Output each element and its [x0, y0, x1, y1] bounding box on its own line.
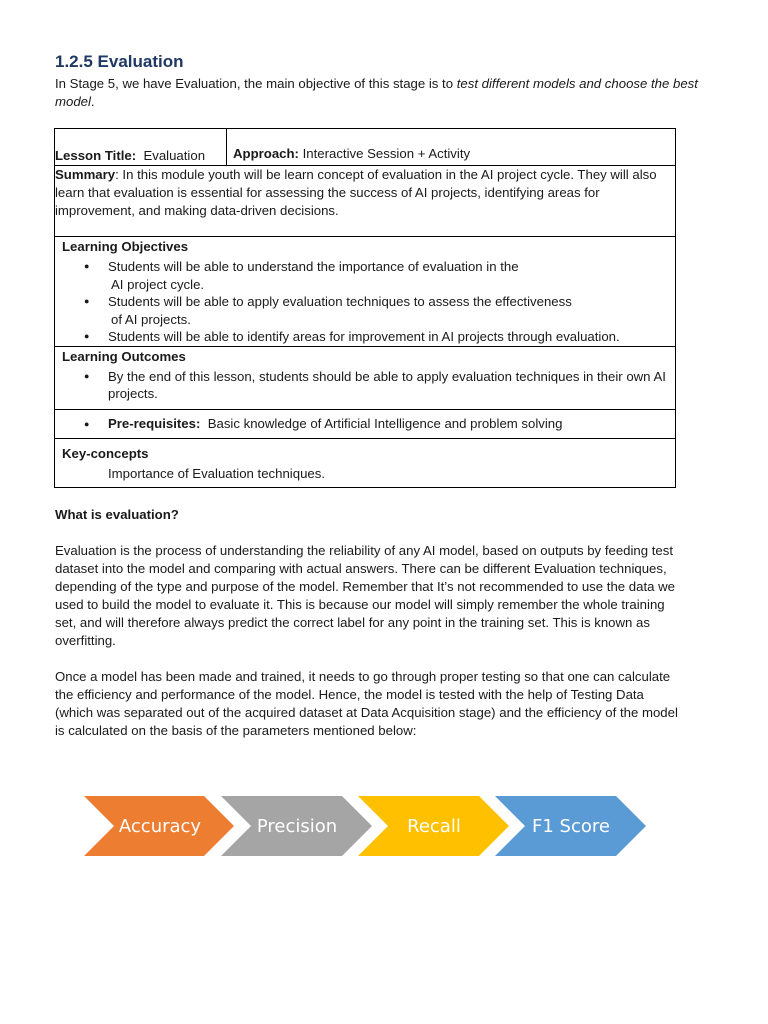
section-heading: 1.2.5 Evaluation	[55, 52, 184, 71]
what-is-evaluation-heading: What is evaluation?	[55, 507, 179, 522]
lesson-table	[54, 128, 676, 488]
objective-line2: of AI projects.	[111, 311, 191, 327]
approach-value: Interactive Session + Activity	[302, 146, 471, 161]
learning-outcomes-cell	[55, 346, 676, 409]
learning-objectives-cell	[55, 237, 676, 347]
objective-item	[62, 258, 669, 293]
intro-text-after: .	[90, 94, 95, 109]
prerequisites-cell	[55, 409, 676, 438]
learning-outcomes-list	[62, 368, 669, 403]
lesson-title-value: Evaluation	[143, 148, 206, 163]
lesson-title-cell	[55, 129, 227, 166]
objective-item	[62, 328, 669, 346]
summary-text: : In this module youth will be learn concept of evaluation in the AI project cycle. They will also learn that evaluation is essential for assessing the success of AI projects, identifying areas for improvement, and making data-driven decisions.	[55, 167, 657, 218]
key-concepts-cell	[55, 438, 676, 487]
evaluation-paragraph-1: Evaluation is the process of understanding the reliability of any AI model, based on outputs by feeding test dataset into the model and comparing with actual answers. There can be different Evaluation techniques, depending of the type and purpose of the model. Remember that It’s not recommended to use the data we used to build the model to evaluate it. This is because our model will simply remember the whole training set, and will therefore always predict the correct label for any point in the training set. This is known as overfitting.	[55, 543, 675, 648]
key-concepts-value: Importance of Evaluation techniques.	[108, 465, 325, 481]
evaluation-paragraph-2: Once a model has been made and trained, it needs to go through proper testing so that one can calculate the efficiency and performance of the model. Hence, the model is tested with the help of Testing Data (which was separated out of the acquired dataset at Data Acquisition stage) and the efficiency of the model is calculated on the basis of the parameters mentioned below:	[55, 669, 678, 738]
f1-score-label: F1 Score	[532, 816, 610, 837]
objective-line2: AI project cycle.	[111, 276, 205, 292]
lesson-title-label: Lesson Title:	[55, 148, 137, 163]
prerequisites-label: Pre-requisites:	[108, 415, 201, 431]
summary-cell	[55, 166, 676, 237]
learning-outcomes-title: Learning Outcomes	[62, 348, 186, 364]
learning-objectives-title: Learning Objectives	[62, 239, 189, 254]
approach-label: Approach:	[233, 146, 299, 161]
outcome-item: ● By the end of this lesson, students should be able to apply evaluation techniques in their own AI projects.	[62, 368, 669, 403]
recall-label: Recall	[407, 816, 461, 837]
objective-line1: Students will be able to understand the importance of evaluation in the	[108, 259, 519, 274]
accuracy-label: Accuracy	[118, 816, 202, 837]
key-concepts-title: Key-concepts	[62, 445, 149, 461]
metrics-flow-diagram	[84, 796, 650, 856]
learning-objectives-list	[62, 258, 669, 346]
intro-emphasis: test different models and choose the best model	[55, 76, 698, 109]
precision-label: Precision	[256, 816, 338, 837]
summary-label: Summary	[55, 167, 116, 182]
approach-cell	[227, 129, 676, 166]
intro-paragraph	[55, 75, 720, 111]
prerequisites-value: Basic knowledge of Artificial Intelligence and problem solving	[207, 415, 563, 431]
objective-line1: Students will be able to identify areas for improvement in AI projects through evaluation.	[108, 329, 620, 344]
objective-item	[62, 293, 669, 328]
objective-line1: Students will be able to apply evaluation techniques to assess the effectiveness	[108, 294, 572, 309]
intro-text-before: In Stage 5, we have Evaluation, the main objective of this stage is to	[55, 76, 457, 91]
